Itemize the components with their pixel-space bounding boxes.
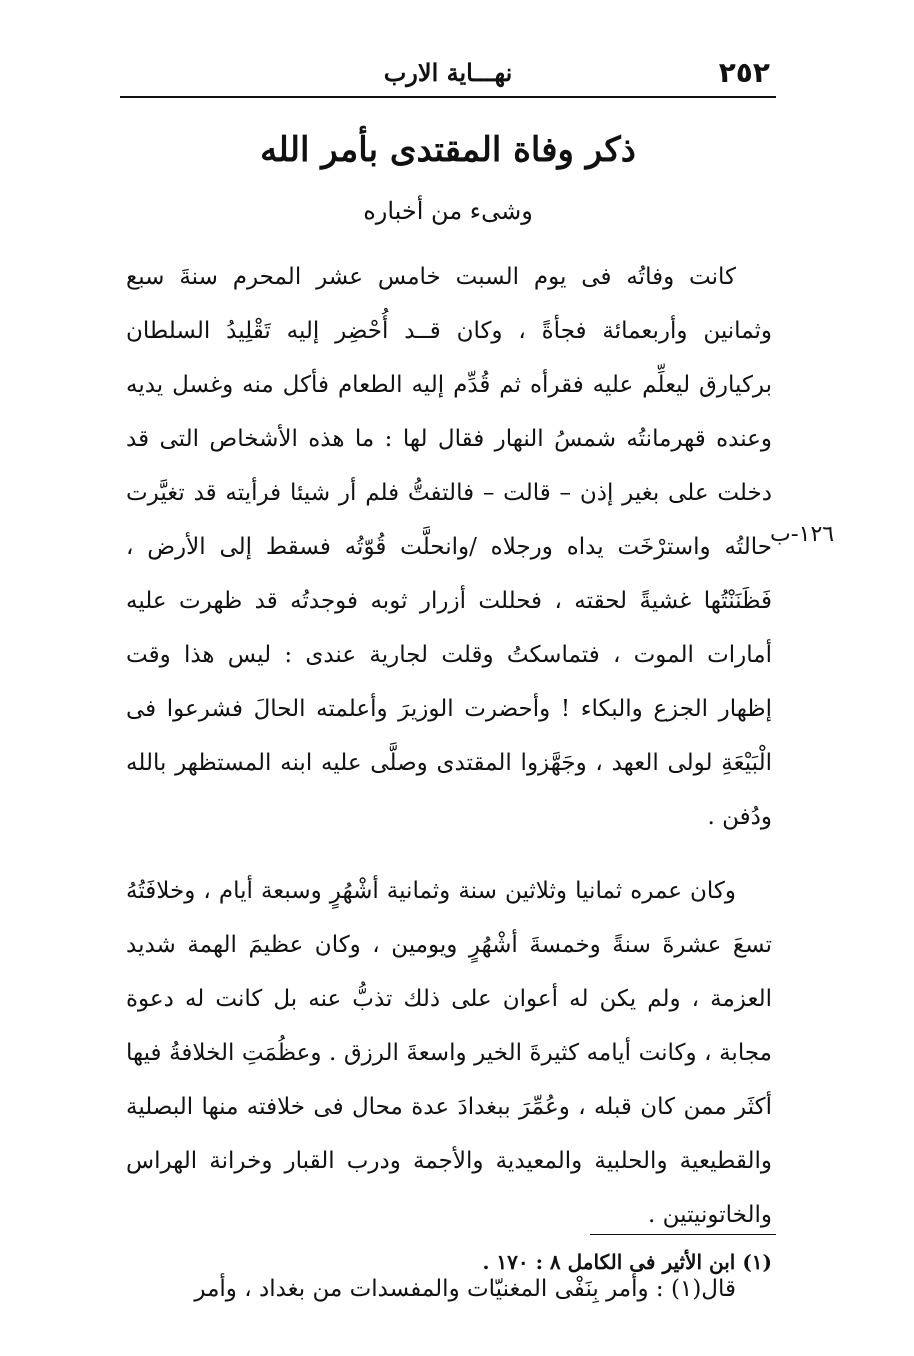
paragraph-1: كانت وفاتُه فى يوم السبت خامس عشر المحرم سنةَ سبع وثمانين وأربعمائة فجأةً ، وكان قــد أُحْضِر إليه تَقْلِيدُ السلطان بركيارق ليعلِّم عليه فقرأه ثم قُدِّم إليه الطعام فأكل منه وغسل يديه وعنده قهرمانتُه شمسُ النهار فقال لها : ما هذه الأشخاص التى قد دخلت على بغير إذن – قالت – فالتفتُّ فلم أر شيئا فرأيته قد تغيَّرت حالتُه واسترْخَت يداه ورجلاه /وانحلَّت قُوّتُه فسقط إلى الأرض ، فَظَنَنْتُها غشيةً لحقته ، فحللت أزرار ثوبه فوجدتُه قد ظهرت عليه أمارات الموت ، فتماسكتُ وقلت لجارية عندى : ليس هذا وقت إظهار الجزع والبكاء ! وأحضرت الوزيرَ وأعلمته الحالَ فشرعوا فى الْبَيْعَةِ لولى العهد ، وجَهَّزوا المقتدى وصلَّى عليه ابنه المستظهر بالله ودُفن . xyxy=(126,264,772,830)
chapter-subtitle: وشىء من أخباره xyxy=(363,197,533,225)
header-rule xyxy=(120,96,776,98)
footnote-rule xyxy=(590,1234,776,1235)
paragraph-3: قال(١) : وأمر بِنَفْى المغنيّات والمفسدات من بغداد ، وأمر xyxy=(194,1276,736,1302)
running-header xyxy=(120,52,776,92)
body-text xyxy=(126,250,772,1316)
book-title: نهـــاية الارب xyxy=(383,58,513,87)
footnote: (١) ابن الأثير فى الكامل ٨ : ١٧٠ . xyxy=(482,1250,772,1274)
page-number: ٢٥٢ xyxy=(718,56,770,89)
paragraph-2: وكان عمره ثمانيا وثلاثين سنة وثمانية أشْهُرٍ وسبعة أيام ، وخلافَتُهُ تسعَ عشرةَ سنةً وخمسةَ أشْهُرٍ ويومين ، وكان عظيمَ الهمة شديد العزمة ، ولم يكن له أعوان على ذلك تذبُّ عنه بل كانت له دعوة مجابة ، وكانت أيامه كثيرةَ الخير واسعةَ الرزق . وعظُمَتِ الخلافةُ فيها أكثَر ممن كان قبله ، وعُمِّرَ ببغدادَ عدة محال فى خلافته منها البصلية والقطيعية والحلبية والمعيدية والأجمة ودرب القبار وخرانة الهراس والخاتونيتين . xyxy=(126,878,772,1228)
chapter-title: ذكر وفاة المقتدى بأمر الله xyxy=(260,130,636,170)
margin-folio-note: ١٢٦-ب xyxy=(770,522,835,547)
